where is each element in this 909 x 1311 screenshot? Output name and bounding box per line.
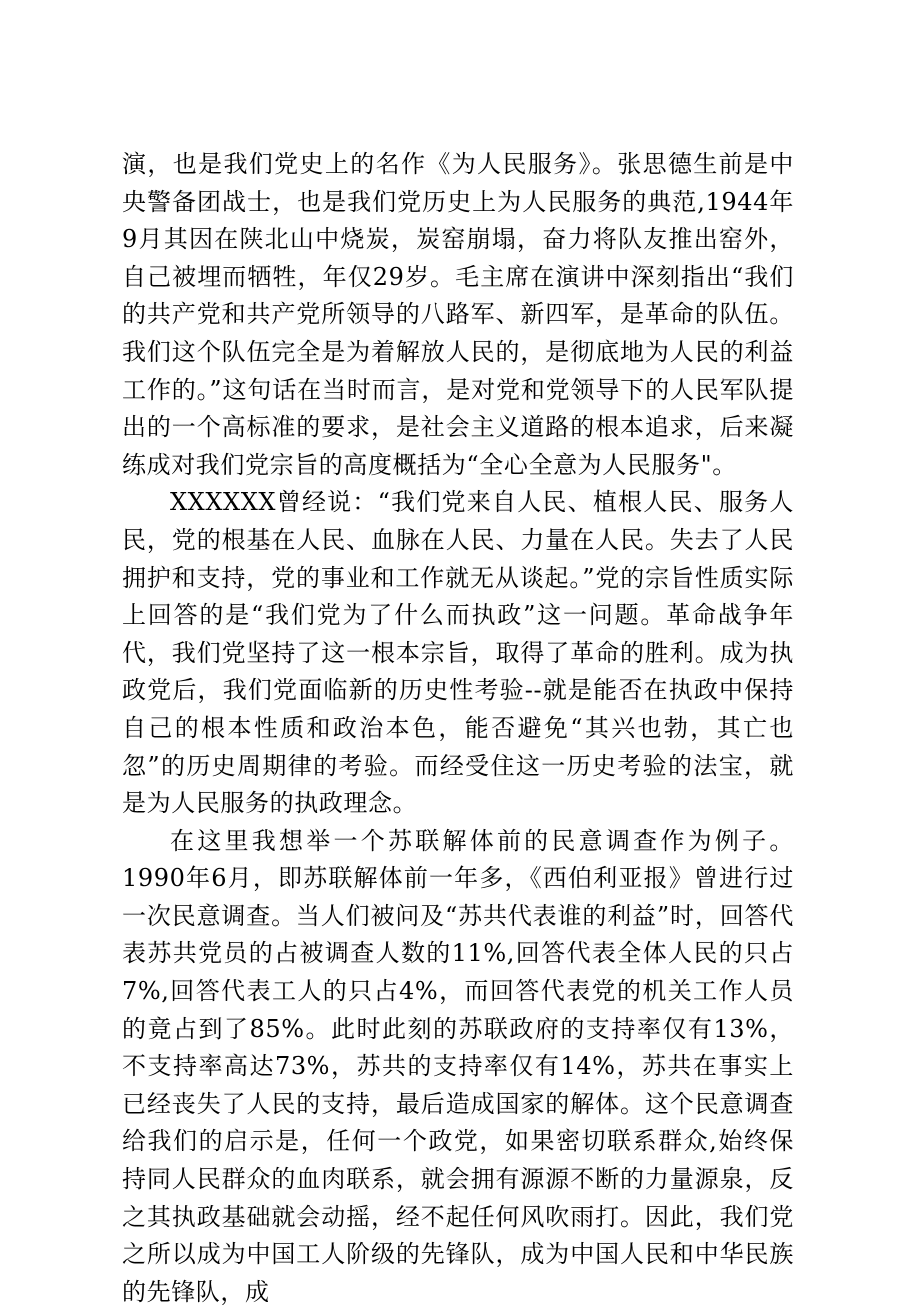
- body-text: [122, 146, 794, 1311]
- paragraph-3: 在这里我想举一个苏联解体前的民意调查作为例子。1990年6月，即苏联解体前一年多，《西伯利亚报》曾进行过一次民意调查。当人们被问及“苏共代表谁的利益”时，回答代表苏共党员的占被调查人数的11%,回答代表全体人民的只占7%,回答代表工人的只占4%，而回答代表党的机关工作人员的竟占到了85%。此时此刻的苏联政府的支持率仅有13%，不支持率高达73%，苏共的支持率仅有14%，苏共在事实上已经丧失了人民的支持，最后造成国家的解体。这个民意调查给我们的启示是，任何一个政党，如果密切联系群众,始终保持同人民群众的血肉联系，就会拥有源源不断的力量源泉，反之其执政基础就会动摇，经不起任何风吹雨打。因此，我们党之所以成为中国工人阶级的先锋队，成为中国人民和中华民族的先锋队，成: [122, 826, 794, 1306]
- paragraph-2: XXXXXX曾经说：“我们党来自人民、植根人民、服务人民，党的根基在人民、血脉在人民、力量在人民。失去了人民拥护和支持，党的事业和工作就无从谈起。”党的宗旨性质实际上回答的是“我们党为了什么而执政”这一问题。革命战争年代，我们党坚持了这一根本宗旨，取得了革命的胜利。成为执政党后，我们党面临新的历史性考验--就是能否在执政中保持自己的根本性质和政治本色，能否避免“其兴也勃，其亡也忽”的历史周期律的考验。而经受住这一历史考验的法宝，就是为人民服务的执政理念。: [122, 488, 794, 818]
- paragraph-1: 演，也是我们党史上的名作《为人民服务》。张思德生前是中央警备团战士，也是我们党历史上为人民服务的典范,1944年9月其因在陕北山中烧炭，炭窑崩塌，奋力将队友推出窑外，自己被埋而牺牲，年仅29岁。毛主席在演讲中深刻指出“我们的共产党和共产党所领导的八路军、新四军，是革命的队伍。我们这个队伍完全是为着解放人民的，是彻底地为人民的利益工作的。”这句话在当时而言，是对党和党领导下的人民军队提出的一个高标准的要求，是社会主义道路的根本追求，后来凝练成对我们党宗旨的高度概括为“全心全意为人民服务"。: [122, 150, 794, 479]
